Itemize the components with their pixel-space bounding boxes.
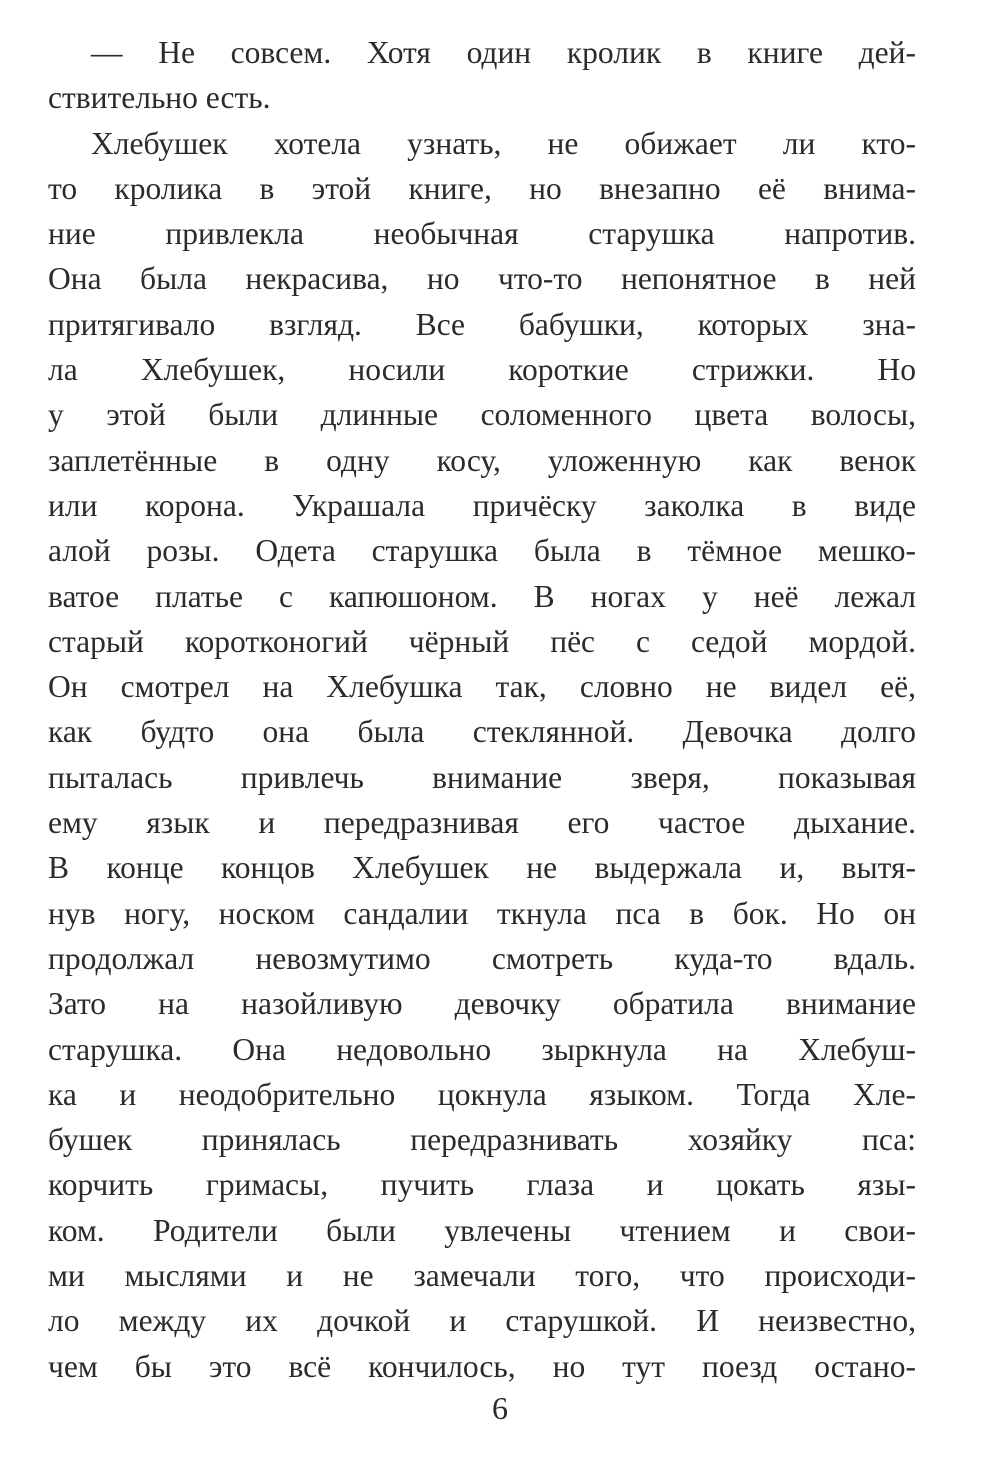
text-line: корчить гримасы, пучить глаза и цокать язы-	[48, 1167, 916, 1203]
text-line: ла Хлебушек, носили короткие стрижки. Но	[48, 352, 916, 388]
text-line: ка и неодобрительно цокнула языком. Тогда Хле-	[48, 1076, 916, 1112]
text-line: ком. Родители были увлечены чтением и свои-	[48, 1212, 916, 1248]
text-line: ние привлекла необычная старушка напротив.	[48, 216, 916, 252]
text-line: притягивало взгляд. Все бабушки, которых зна-	[48, 306, 916, 342]
text-line: Он смотрел на Хлебушка так, словно не видел её,	[48, 669, 916, 705]
text-line: — Не совсем. Хотя один кролик в книге дей-	[91, 35, 916, 70]
text-line: или корона. Украшала причёску заколка в виде	[48, 487, 916, 523]
text-line: ми мыслями и не замечали того, что происходи-	[48, 1258, 916, 1294]
text-line: как будто она была стеклянной. Девочка долго	[48, 714, 916, 750]
text-line: продолжал невозмутимо смотреть куда-то вдаль.	[48, 940, 916, 976]
text-line: пыталась привлечь внимание зверя, показывая	[48, 759, 916, 795]
text-line: В конце концов Хлебушек не выдержала и, вытя-	[48, 850, 916, 886]
text-line: Зато на назойливую девочку обратила внимание	[48, 986, 916, 1022]
text-line: чем бы это всё кончилось, но тут поезд остано-	[48, 1348, 916, 1384]
text-line: ему язык и передразнивая его частое дыхание.	[48, 805, 916, 841]
text-line: Хлебушек хотела узнать, не обижает ли кто-	[91, 125, 916, 161]
text-line: ло между их дочкой и старушкой. И неизвестно,	[48, 1303, 916, 1339]
text-line: заплетённые в одну косу, уложенную как венок	[48, 442, 916, 478]
text-line: старушка. Она недовольно зыркнула на Хлебуш-	[48, 1031, 916, 1067]
text-line: Она была некрасива, но что-то непонятное в ней	[48, 261, 916, 297]
page-number: 6	[492, 1390, 508, 1426]
body-text	[48, 30, 916, 1389]
text-line: ватое платье с капюшоном. В ногах у неё лежал	[48, 578, 916, 614]
text-line: бушек принялась передразнивать хозяйку пса:	[48, 1122, 916, 1158]
text-line: алой розы. Одета старушка была в тёмное мешко-	[48, 533, 916, 569]
text-line: старый коротконогий чёрный пёс с седой мордой.	[48, 623, 916, 659]
text-line: то кролика в этой книге, но внезапно её внима-	[48, 170, 916, 206]
text-line: нув ногу, носком сандалии ткнула пса в бок. Но он	[48, 895, 916, 931]
text-line: ствительно есть.	[48, 80, 271, 116]
text-line: у этой были длинные соломенного цвета волосы,	[48, 397, 916, 433]
